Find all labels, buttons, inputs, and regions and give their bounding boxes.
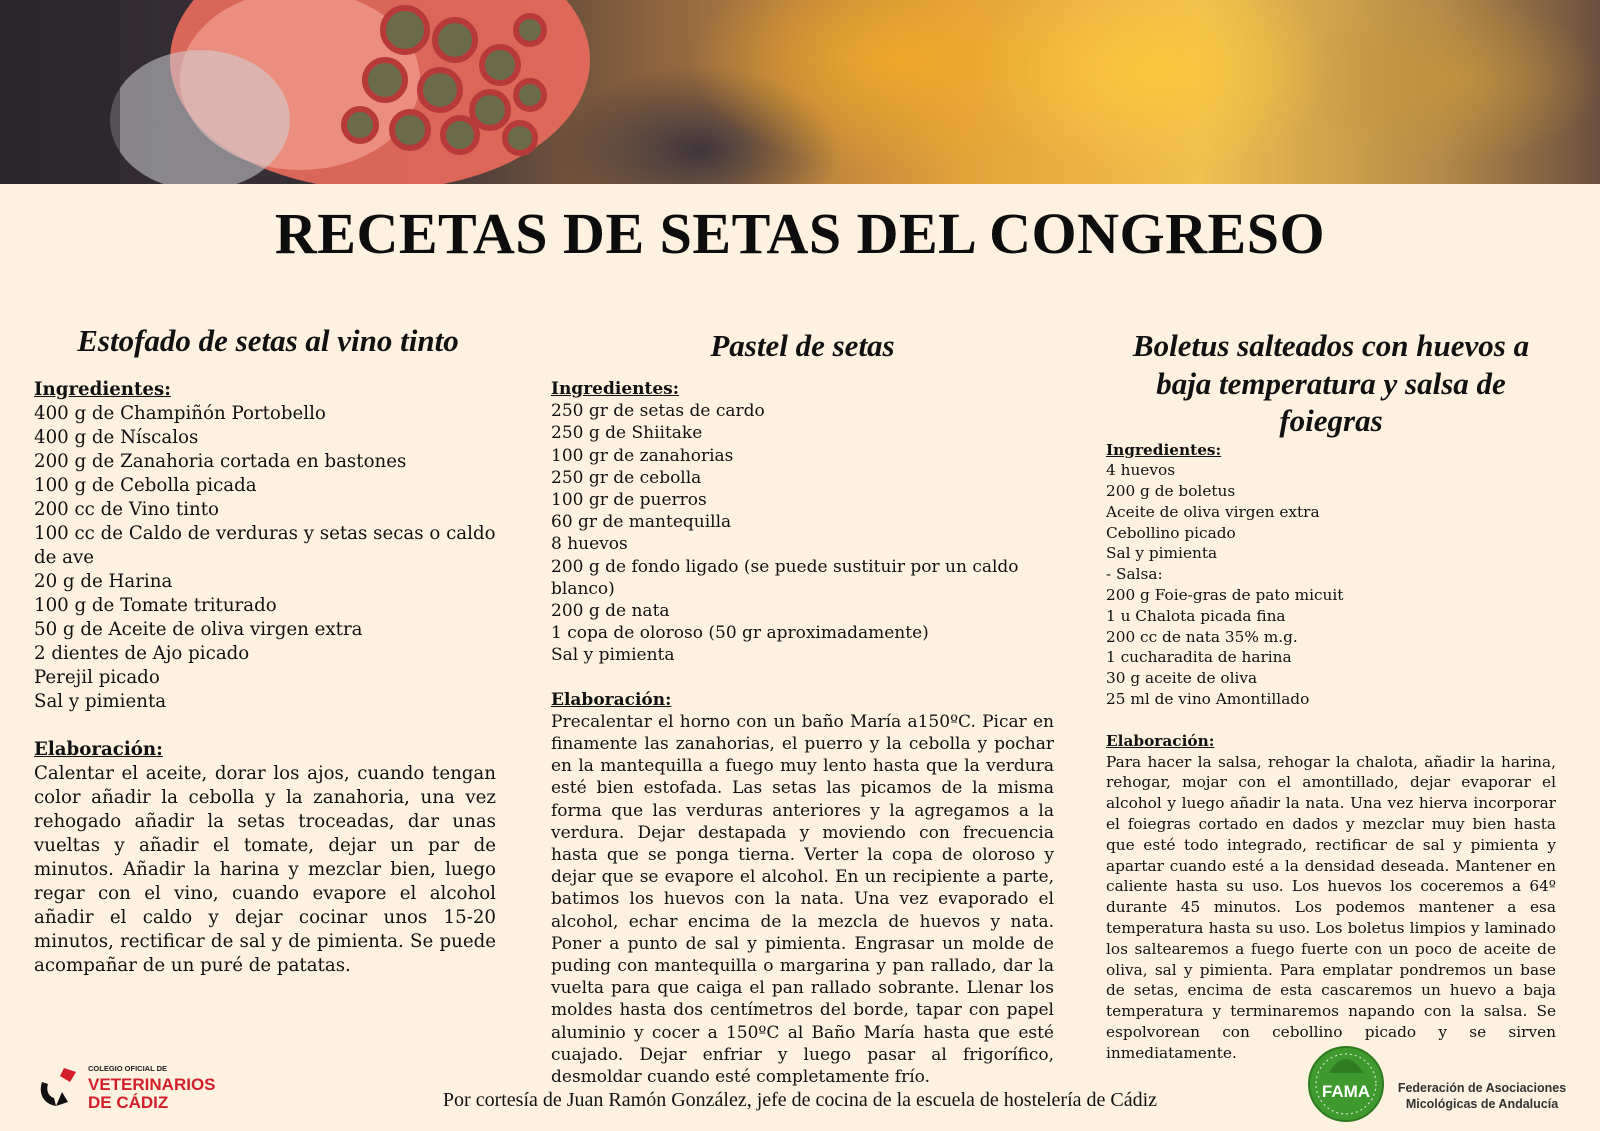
- ingredient-item: 50 g de Aceite de oliva virgen extra: [34, 619, 363, 640]
- logo-text-line2: DE CÁDIZ: [88, 1093, 169, 1112]
- method-heading: Elaboración:: [1106, 731, 1215, 750]
- ingredient-item: 100 gr de zanahorias: [551, 445, 734, 466]
- ingredient-item: 200 g de boletus: [1106, 482, 1236, 501]
- ingredient-item: 200 g de nata: [551, 601, 670, 622]
- logo-text-small: COLEGIO OFICIAL DE: [88, 1064, 168, 1073]
- ingredient-item: Sal y pimienta: [34, 691, 167, 712]
- fama-text-line1: Federación de Asociaciones: [1397, 1081, 1567, 1095]
- method-heading: Elaboración:: [551, 689, 672, 710]
- ingredient-item: 1 cucharadita de harina: [1106, 648, 1292, 667]
- ingredient-item: 100 gr de puerros: [551, 490, 707, 511]
- ingredient-item: 250 gr de cebolla: [551, 467, 702, 488]
- recipe-column-pastel: [551, 322, 1054, 1088]
- ingredient-item: 25 ml de vino Amontillado: [1106, 690, 1310, 709]
- method-text: Para hacer la salsa, rehogar la chalota, añadir la harina, rehogar, mojar con el amontillado, dejar evaporar el alcohol y luego añadir la nata. Una vez hierva incorporar el foiegras cortado en dados y mezclar muy bien hasta que esté todo integrado, rectificar de sal y pimienta y apartar cuando esté a la densidad deseada. Mantener en caliente hasta su uso. Los huevos los coceremos a 64º durante 45 minutos. Los podemos mantener a esa temperatura hasta su uso. Los boletus limpios y laminado los saltearemos a fuego fuerte con un poco de aceite de oliva, sal y pimienta. Para emplatar pondremos un base de setas, encima de esta cascaremos un huevo a baja temperatura y terminaremos napando con la salsa. Se espolvorean con cebollino picado y se sirven inmediatamente.: [1106, 752, 1556, 1062]
- recipe-title: Pastel de setas: [710, 328, 895, 363]
- method-text: Calentar el aceite, dorar los ajos, cuando tengan color añadir la cebolla y la zanahoria, una vez rehogado añadir la setas troceadas, dar unas vueltas y añadir el tomate, dejar un par de minutos. Añadir la harina y mezclar bien, luego regar con el vino, cuando evapore el alcohol añadir el caldo y dejar cocinar unos 15-20 minutos, rectificar de sal y de pimienta. Se puede acompañar de un puré de patatas.: [34, 763, 496, 976]
- ingredient-item: 200 cc de Vino tinto: [34, 499, 220, 520]
- ingredient-item: Perejil picado: [34, 667, 160, 688]
- footer-credit: Por cortesía de Juan Ramón González, jefe de cocina de la escuela de hostelería de Cádiz: [442, 1089, 1158, 1111]
- ingredient-item: 2 dientes de Ajo picado: [34, 643, 250, 664]
- method-heading: Elaboración:: [34, 739, 163, 760]
- header-banner-image: [0, 0, 1600, 184]
- fama-text-line2: Micológicas de Andalucía: [1405, 1097, 1559, 1111]
- ingredient-item: Sal y pimienta: [1106, 544, 1218, 563]
- ingredients-list: [34, 402, 496, 714]
- ingredient-item: 200 g Foie-gras de pato micuit: [1106, 586, 1344, 605]
- ingredient-item: Aceite de oliva virgen extra: [1106, 502, 1320, 521]
- ingredient-item: 8 huevos: [551, 534, 628, 555]
- page-title: RECETAS DE SETAS DEL CONGRESO: [274, 201, 1326, 266]
- ingredient-item: 100 g de Cebolla picada: [34, 475, 257, 496]
- ingredient-item: 60 gr de mantequilla: [551, 512, 732, 533]
- ingredients-heading: Ingredientes:: [34, 379, 171, 400]
- ingredient-item: 100 cc de Caldo de verduras y setas secas o caldo de ave: [34, 523, 496, 568]
- ingredient-item: 250 gr de setas de cardo: [551, 401, 765, 422]
- veterinarios-cadiz-logo: [34, 1062, 244, 1112]
- ingredient-item: 1 u Chalota picada fina: [1106, 606, 1286, 625]
- ingredient-item: - Salsa:: [1106, 565, 1163, 584]
- mushroom-photo: [0, 0, 1600, 184]
- ingredients-heading: Ingredientes:: [551, 379, 680, 399]
- fama-text: [1392, 1080, 1572, 1112]
- ingredient-item: 4 huevos: [1106, 461, 1176, 480]
- recipe-title: Estofado de setas al vino tinto: [77, 323, 459, 358]
- ingredient-item: 400 g de Champiñón Portobello: [34, 403, 326, 424]
- ingredient-item: 400 g de Níscalos: [34, 427, 199, 448]
- ingredient-item: Cebollino picado: [1106, 523, 1236, 542]
- fama-emblem-icon: [1307, 1045, 1385, 1123]
- ingredients-heading: Ingredientes:: [1106, 440, 1222, 459]
- method-text: Precalentar el horno con un baño María a150ºC. Picar en finamente las zanahorias, el puerro y la cebolla y pochar en la mantequilla a fuego muy lento hasta que la verdura esté bien estofada. Las setas las picamos de la misma forma que las verduras anteriores y la agregamos a la verdura. Dejar destapada y moviendo con frecuencia hasta que se ponga tierna. Verter la copa de oloroso y dejar que se evapore el alcohol. En un recipiente a parte, batimos los huevos con la nata. Una vez evaporado el alcohol, echar encima de la mezcla de huevos y nata. Poner a punto de sal y pimienta. Engrasar un molde de puding con mantequilla o margarina y pan rallado, dar la vuelta para que caiga el pan rallado sobrante. Llenar los moldes hasta dos centímetros del borde, tapar con papel aluminio y cocer a 150ºC al Baño María hasta que esté cuajado. Dejar enfriar y luego pasar al frigorífico, desmoldar cuando esté completamente frío.: [551, 711, 1054, 1088]
- recipe-column-estofado: [34, 322, 496, 978]
- recipe-title: Boletus salteados con huevos a baja temperatura y salsa de foiegras: [1132, 328, 1530, 438]
- ingredient-item: Sal y pimienta: [551, 645, 675, 666]
- fama-mark: FAMA: [1321, 1082, 1371, 1101]
- ingredient-item: 1 copa de oloroso (50 gr aproximadamente): [551, 623, 929, 644]
- vet-emblem-icon: [34, 1062, 82, 1110]
- ingredient-item: 20 g de Harina: [34, 571, 173, 592]
- ingredient-item: 200 g de fondo ligado (se puede sustituir por un caldo blanco): [551, 556, 1019, 599]
- ingredients-list: [551, 400, 1054, 666]
- logo-text-line1: VETERINARIOS: [88, 1075, 216, 1094]
- ingredient-item: 200 cc de nata 35% m.g.: [1106, 627, 1298, 646]
- ingredient-item: 200 g de Zanahoria cortada en bastones: [34, 451, 407, 472]
- ingredient-item: 30 g aceite de oliva: [1106, 669, 1258, 688]
- ingredients-list: [1106, 460, 1556, 710]
- recipe-column-boletus: [1106, 322, 1556, 1064]
- ingredient-item: 250 g de Shiitake: [551, 423, 703, 444]
- ingredient-item: 100 g de Tomate triturado: [34, 595, 277, 616]
- fama-logo: [1307, 1045, 1385, 1123]
